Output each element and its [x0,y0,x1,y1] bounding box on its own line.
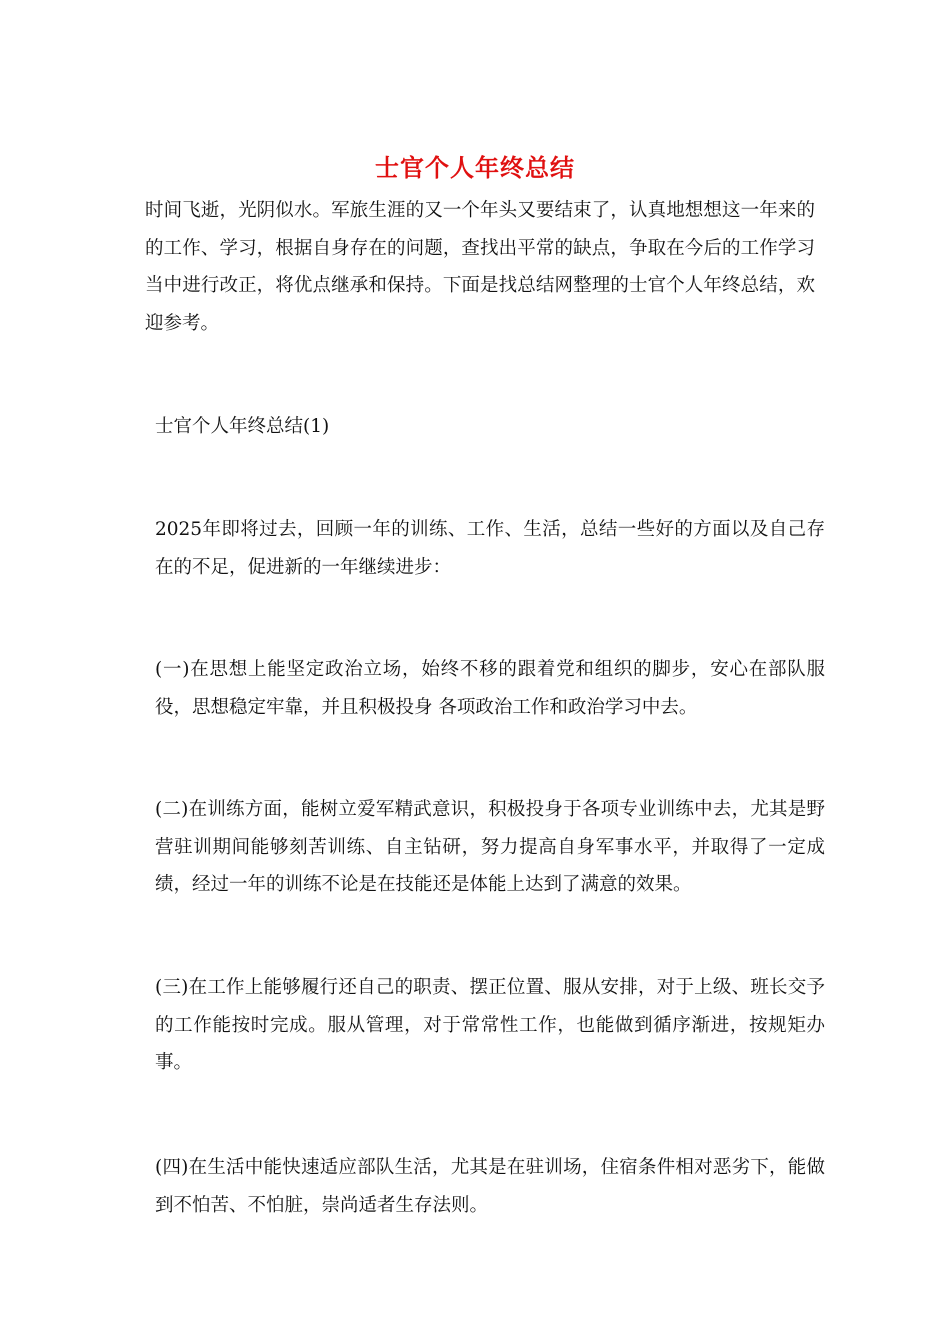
section-heading: 士官个人年终总结(1) [155,416,330,437]
opening-paragraph: 2025年即将过去，回顾一年的训练、工作、生活，总结一些好的方面以及自己存在的不足，促进新的一年继续进步： [155,519,825,578]
item-paragraph-3: (三)在工作上能够履行还自己的职责、摆正位置、服从安排，对于上级、班长交予的工作能按时完成。服从管理，对于常常性工作，也能做到循序渐进，按规矩办事。 [155,977,825,1073]
item-paragraph-4: (四)在生活中能快速适应部队生活，尤其是在驻训场，住宿条件相对恶劣下，能做到不怕苦、不怕脏，崇尚适者生存法则。 [155,1157,825,1216]
item-paragraph-2: (二)在训练方面，能树立爱军精武意识，积极投身于各项专业训练中去，尤其是野营驻训期间能够刻苦训练、自主钻研，努力提高自身军事水平，并取得了一定成绩，经过一年的训练不论是在技能还是体能上达到了满意的效果。 [155,799,825,895]
document-title: 士官个人年终总结 [375,153,575,182]
item-paragraph-1: (一)在思想上能坚定政治立场，始终不移的跟着党和组织的脚步，安心在部队服役，思想稳定牢靠，并且积极投身 各项政治工作和政治学习中去。 [155,659,825,718]
intro-paragraph: 时间飞逝，光阴似水。军旅生涯的又一个年头又要结束了，认真地想想这一年来的的工作、学习，根据自身存在的问题，查找出平常的缺点，争取在今后的工作学习当中进行改正，将优点继承和保持。下面是找总结网整理的士官个人年终总结，欢迎参考。 [145,200,815,334]
